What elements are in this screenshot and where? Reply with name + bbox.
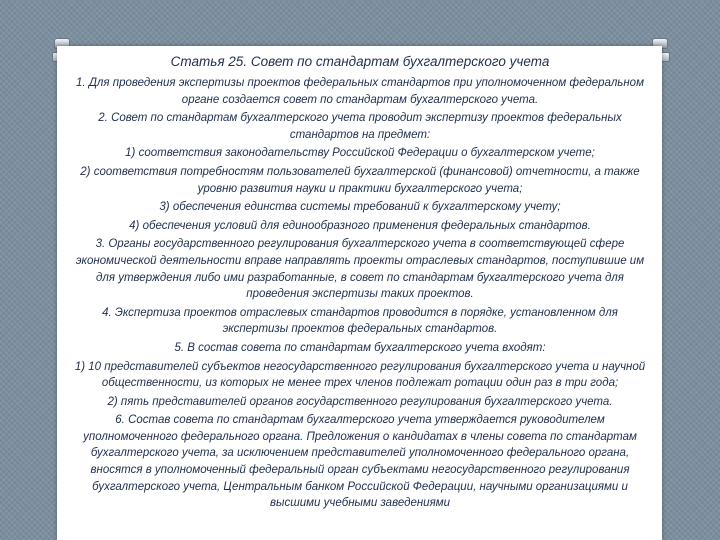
article-title: Статья 25. Совет по стандартам бухгалтерского учета: [170, 54, 550, 69]
paragraph-2-item-3: 3) обеспечения единства системы требований к бухгалтерскому учету;: [159, 201, 561, 214]
paragraph-2-item-4: 4) обеспечения условий для единообразного применения федеральных стандартов.: [129, 219, 591, 232]
paragraph-6: 6. Состав совета по стандартам бухгалтерского учета утверждается руководителем уполномоченного федерального органа. Предложения о кандидатах в члены совета по стандартам бухгалтерского учета, за исключением представителей уполномоченного федерального органа, вносятся в уполномоченный федеральный орган субъектами негосударственного регулирования бухгалтерского учета, Центральным банком Российской Федерации, научными организациями и высшими учебными заведениями: [83, 414, 637, 510]
paragraph-3: 3. Органы государственного регулирования бухгалтерского учета в соответствующей сфере экономической деятельности вправе направлять проекты отраслевых стандартов, поступившие им для утверждения либо ими разработанные, в совет по стандартам бухгалтерского учета для проведения экспертизы таких проектов.: [75, 238, 645, 301]
paragraph-2: 2. Совет по стандартам бухгалтерского учета проводит экспертизу проектов федеральных стандартов на предмет:: [98, 112, 622, 141]
paragraph-5-item-1: 1) 10 представителей субъектов негосударственного регулирования бухгалтерского учета и научной общественности, из которых не менее трех членов подлежат ротации один раз в три года;: [74, 360, 646, 390]
paragraph-1: 1. Для проведения экспертизы проектов федеральных стандартов при уполномоченном федеральном органе создается совет по стандартам бухгалтерского учета.: [76, 77, 644, 106]
paragraph-5: 5. В состав совета по стандартам бухгалтерского учета входят:: [174, 341, 546, 354]
paragraph-4: 4. Экспертиза проектов отраслевых стандартов проводится в порядке, установленном для экспертизы проектов федеральных стандартов.: [102, 306, 618, 336]
article-body: [68, 50, 652, 540]
paragraph-5-item-2: 2) пять представителей органов государственного регулирования бухгалтерского учета.: [107, 395, 613, 408]
paragraph-2-item-1: 1) соответствия законодательству Российской Федерации о бухгалтерском учете;: [125, 147, 595, 160]
paragraph-2-item-2: 2) соответствия потребностям пользователей бухгалтерской (финансовой) отчетности, а также уровню развития науки и практики бухгалтерского учета;: [80, 165, 640, 195]
